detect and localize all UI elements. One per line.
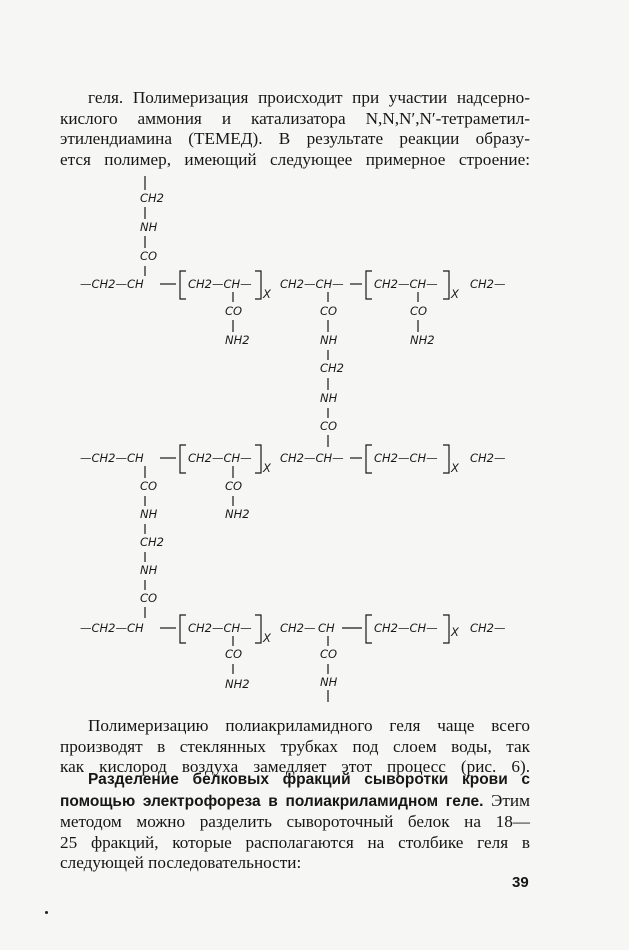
formula-co: CO (140, 591, 158, 605)
text-line: производят в стеклянных трубках под слоем воды, так (60, 736, 530, 756)
formula-nh2: NH2 (225, 333, 250, 347)
formula-chain-start: —CH2—CH (80, 277, 144, 291)
formula-subscript-x: X (263, 631, 271, 645)
formula-unit: CH2—CH— (280, 451, 344, 465)
formula-unit: CH2—CH— (280, 277, 344, 291)
text-line: 25 фракций, которые располагаются на столбике геля в (60, 832, 530, 852)
formula-ch2: CH2 (320, 361, 344, 375)
formula-unit: CH2—CH— (188, 451, 252, 465)
formula-co: CO (225, 647, 243, 661)
formula-subscript-x: X (451, 625, 459, 639)
formula-unit: CH2—CH— (374, 277, 438, 291)
text-line: ется полимер, имеющий следующее примерное строение: (60, 149, 530, 169)
formula-bond: CH2— (280, 621, 316, 635)
text-line: этилендиамина (ТЕМЕД). В результате реакции образу- (60, 129, 530, 148)
text-line: геля. Полимеризация происходит при участии надсерно- (88, 88, 530, 107)
formula-co: CO (320, 647, 338, 661)
formula-nh: NH (140, 563, 158, 577)
formula-co: CO (140, 479, 158, 493)
formula-nh: NH (320, 391, 338, 405)
formula-nh: NH (320, 675, 338, 689)
formula-ch2: CH2 (140, 535, 164, 549)
formula-chain-end: CH2— (470, 277, 506, 291)
formula-co: CO (320, 419, 338, 433)
text-line: кислого аммония и катализатора N,N,N′,N′-тетраметил- (60, 108, 530, 128)
formula-unit: CH2—CH— (188, 277, 252, 291)
page-number: 39 (512, 874, 529, 891)
formula-nh: NH (320, 333, 338, 347)
formula-nh2: NH2 (225, 677, 250, 691)
formula-nh2: NH2 (410, 333, 435, 347)
electrophoresis-paragraph (60, 770, 530, 874)
formula-chain-start: —CH2—CH (80, 621, 144, 635)
text-line: методом можно разделить сывороточный белок на 18— (60, 812, 530, 831)
formula-nh: NH (140, 507, 158, 521)
text-line (60, 791, 530, 813)
formula-unit: CH2—CH— (374, 621, 438, 635)
formula-subscript-x: X (263, 287, 271, 301)
formula-chain-end: CH2— (470, 451, 506, 465)
formula-row-1 (80, 176, 506, 447)
text-fragment: Этим (483, 790, 530, 810)
print-speck (45, 911, 48, 914)
formula-subscript-x: X (263, 461, 271, 475)
section-heading: Разделение белковых фракций сыворотки крови с (88, 771, 530, 788)
formula-co: CO (225, 304, 243, 318)
formula-ch2: CH2 (140, 191, 164, 205)
section-heading-continued: помощью электрофореза в полиакриламидном геле. (60, 792, 484, 810)
formula-co: CO (225, 479, 243, 493)
formula-ch: CH (318, 621, 335, 635)
formula-nh: NH (140, 220, 158, 234)
formula-unit: CH2—CH— (374, 451, 438, 465)
formula-chain-end: CH2— (470, 621, 506, 635)
formula-subscript-x: X (451, 287, 459, 301)
polymerization-paragraph (60, 716, 530, 778)
formula-unit: CH2—CH— (188, 621, 252, 635)
formula-row-2 (80, 445, 506, 618)
text-line: Полимеризацию полиакриламидного геля чаще всего (88, 716, 530, 735)
formula-co: CO (320, 304, 338, 318)
formula-co: CO (140, 249, 158, 263)
formula-subscript-x: X (451, 461, 459, 475)
text-line: как кислород воздуха замедляет этот процесс (рис. 6). (60, 757, 530, 776)
text-line: следующей последовательности: (60, 853, 302, 872)
formula-co: CO (410, 304, 428, 318)
formula-row-3 (80, 615, 506, 702)
formula-chain-start: —CH2—CH (80, 451, 144, 465)
formula-nh2: NH2 (225, 507, 250, 521)
